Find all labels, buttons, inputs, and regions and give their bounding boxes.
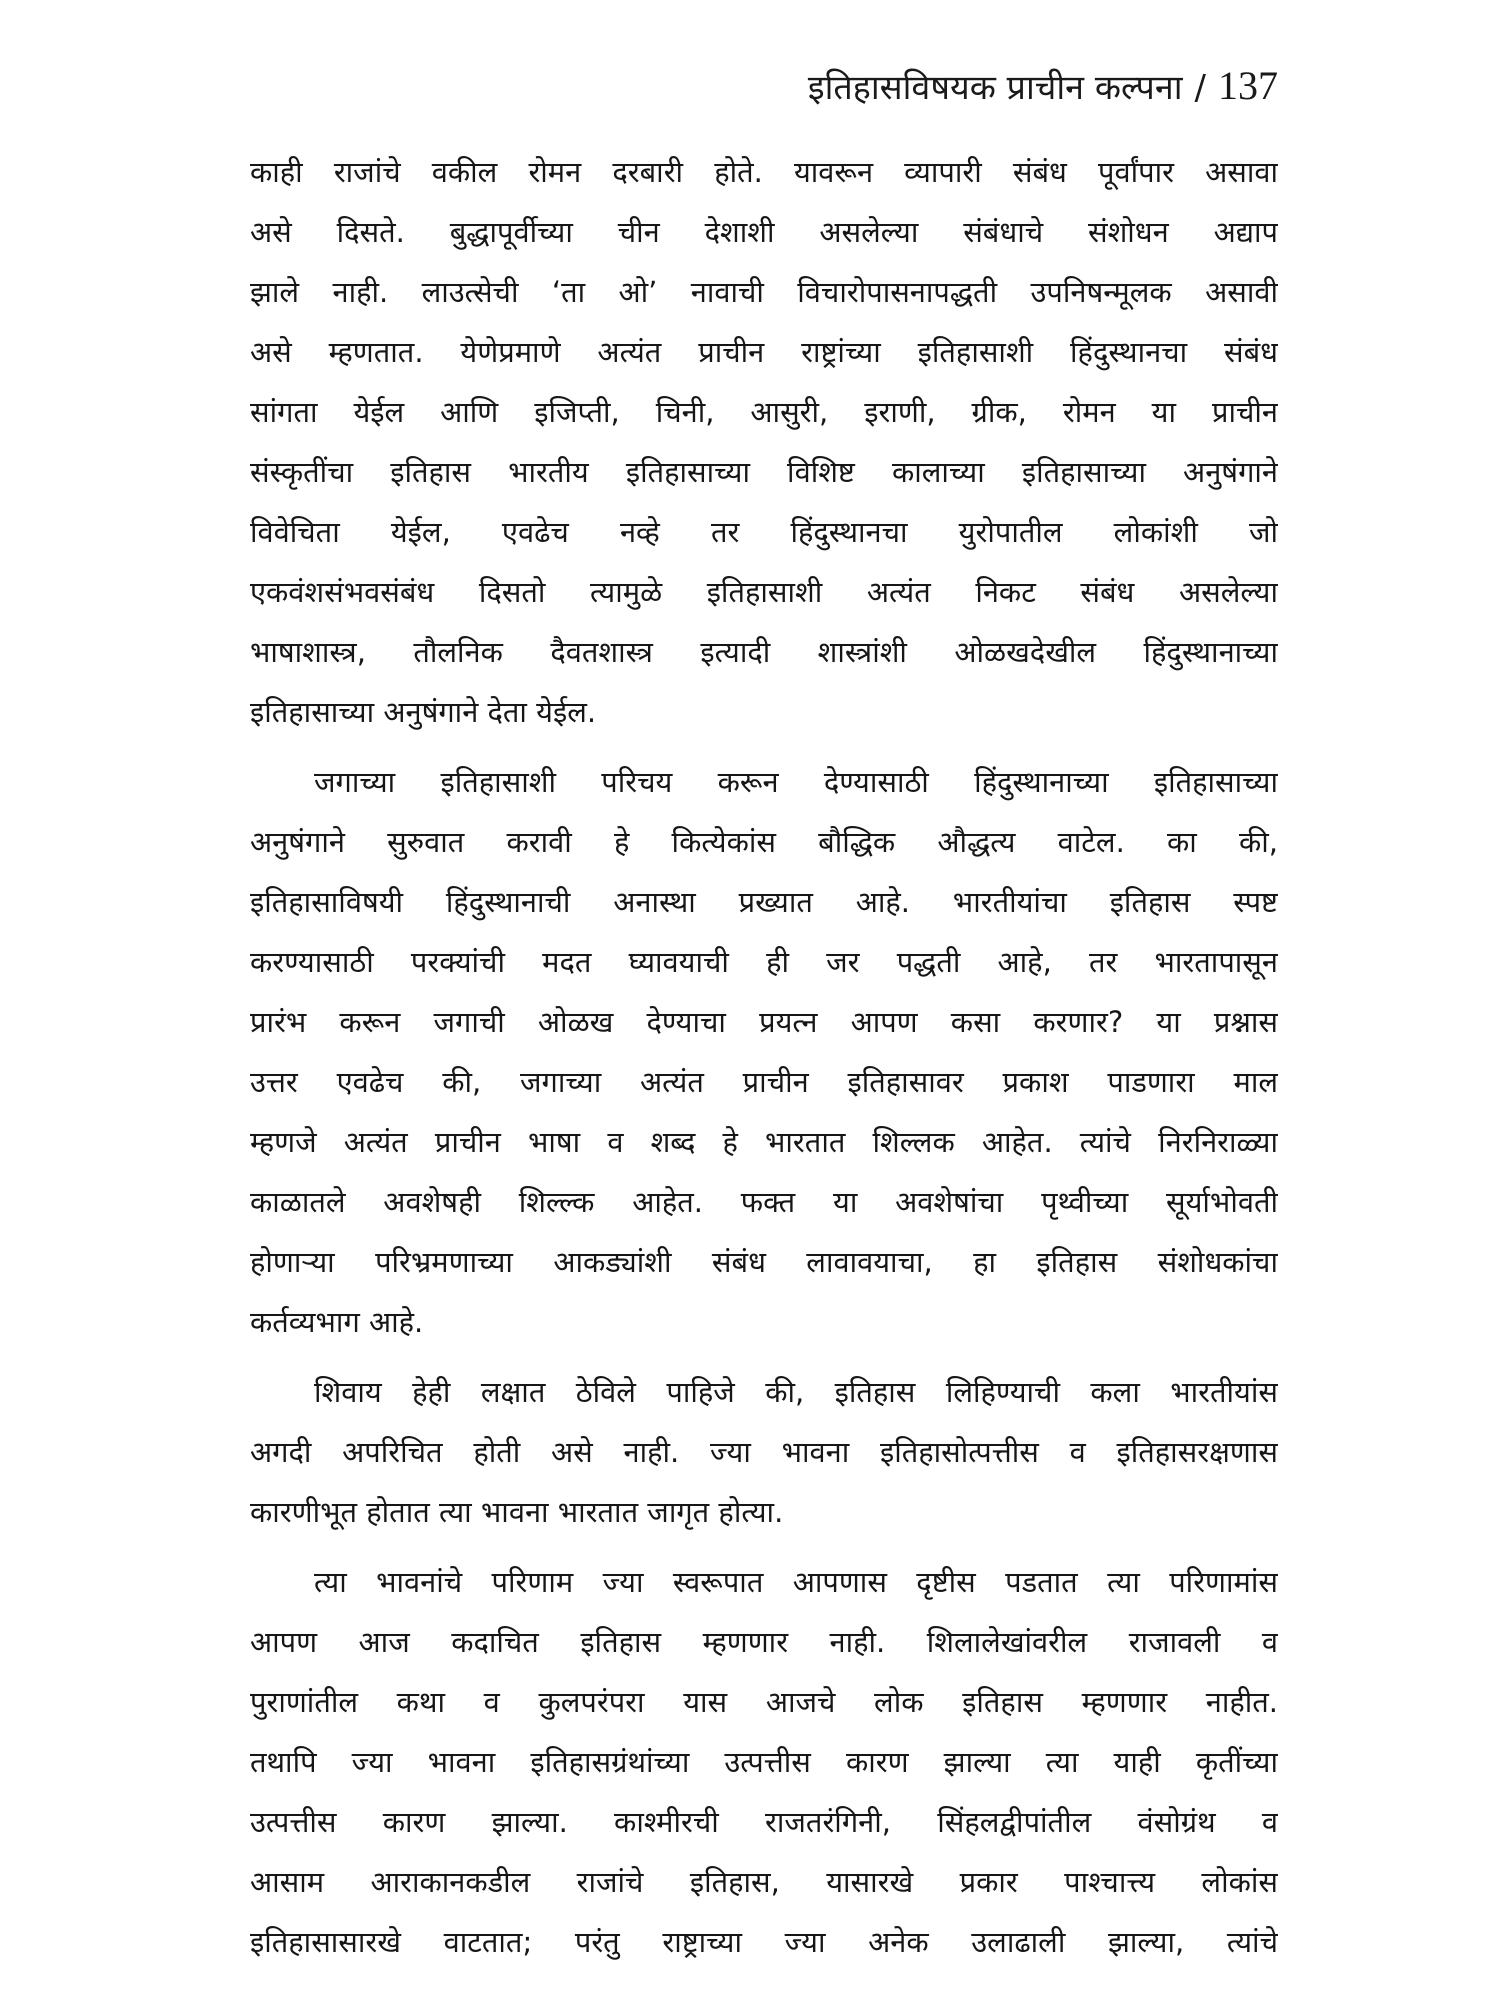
text-line: जगाच्या इतिहासाशी परिचय करून देण्यासाठी हिंदुस्थानाच्या इतिहासाच्या <box>314 765 1278 799</box>
text-line: उत्तर एवढेच की, जगाच्या अत्यंत प्राचीन इतिहासावर प्रकाश पाडणारा माल <box>250 1065 1278 1099</box>
text-line: असे दिसते. बुद्धापूर्वीच्या चीन देशाशी असलेल्या संबंधाचे संशोधन अद्याप <box>250 215 1278 249</box>
text-line: विवेचिता येईल, एवढेच नव्हे तर हिंदुस्थानचा युरोपातील लोकांशी जो <box>250 515 1278 549</box>
text-line: इतिहासासारखे वाटतात; परंतु राष्ट्राच्या ज्या अनेक उलाढाली झाल्या, त्यांचे <box>250 1925 1278 1959</box>
paragraph-2 <box>250 752 1278 1352</box>
text-line: कर्तव्यभाग आहे. <box>250 1305 424 1339</box>
text-line: अनुषंगाने सुरुवात करावी हे कित्येकांस बौद्धिक औद्धत्य वाटेल. का की, <box>250 825 1278 859</box>
text-line: कारणीभूत होतात त्या भावना भारतात जागृत होत्या. <box>250 1495 784 1529</box>
text-line: शिवाय हेही लक्षात ठेविले पाहिजे की, इतिहास लिहिण्याची कला भारतीयांस <box>314 1375 1278 1409</box>
text-line: काही राजांचे वकील रोमन दरबारी होते. यावरून व्यापारी संबंध पूर्वांपार असावा <box>250 155 1278 189</box>
chapter-title: इतिहासविषयक प्राचीन कल्पना <box>807 68 1183 108</box>
text-line: म्हणजे अत्यंत प्राचीन भाषा व शब्द हे भारतात शिल्लक आहेत. त्यांचे निरनिराळ्या <box>250 1125 1278 1159</box>
text-line: झाले नाही. लाउत्सेची ‘ता ओ’ नावाची विचारोपासनापद्धती उपनिषन्मूलक असावी <box>250 275 1278 309</box>
text-line: काळातले अवशेषही शिल्ल्क आहेत. फक्त या अवशेषांचा पृथ्वीच्या सूर्याभोवती <box>250 1185 1278 1219</box>
text-line: सांगता येईल आणि इजिप्ती, चिनी, आसुरी, इराणी, ग्रीक, रोमन या प्राचीन <box>250 395 1278 429</box>
text-line: उत्पत्तीस कारण झाल्या. काश्मीरची राजतरंगिनी, सिंहलद्वीपांतील वंसोग्रंथ व <box>250 1805 1278 1839</box>
paragraph-4 <box>250 1552 1278 1972</box>
text-line: एकवंशसंभवसंबंध दिसतो त्यामुळे इतिहासाशी अत्यंत निकट संबंध असलेल्या <box>250 575 1278 609</box>
text-line: तथापि ज्या भावना इतिहासग्रंथांच्या उत्पत्तीस कारण झाल्या त्या याही कृतींच्या <box>250 1745 1278 1779</box>
text-line: त्या भावनांचे परिणाम ज्या स्वरूपात आपणास दृष्टीस पडतात त्या परिणामांस <box>314 1565 1278 1599</box>
text-line: संस्कृतींचा इतिहास भारतीय इतिहासाच्या विशिष्ट कालाच्या इतिहासाच्या अनुषंगाने <box>250 455 1278 489</box>
text-line: इतिहासाविषयी हिंदुस्थानाची अनास्था प्रख्यात आहे. भारतीयांचा इतिहास स्पष्ट <box>250 885 1278 919</box>
text-line: प्रारंभ करून जगाची ओळख देण्याचा प्रयत्न आपण कसा करणार? या प्रश्नास <box>250 1005 1278 1039</box>
text-line: पुराणांतील कथा व कुलपरंपरा यास आजचे लोक इतिहास म्हणणार नाहीत. <box>250 1685 1278 1719</box>
header-separator: / <box>1194 68 1206 108</box>
text-line: इतिहासाच्या अनुषंगाने देता येईल. <box>250 695 597 729</box>
paragraph-3 <box>250 1362 1278 1542</box>
paragraph-1 <box>250 142 1278 742</box>
text-line: करण्यासाठी परक्यांची मदत घ्यावयाची ही जर पद्धती आहे, तर भारतापासून <box>250 945 1278 979</box>
text-line: भाषाशास्त्र, तौलनिक दैवतशास्त्र इत्यादी शास्त्रांशी ओळखदेखील हिंदुस्थानाच्या <box>250 635 1278 669</box>
text-line: होणाऱ्या परिभ्रमणाच्या आकड्यांशी संबंध लावावयाचा, हा इतिहास संशोधकांचा <box>250 1245 1278 1279</box>
text-line: आसाम आराकानकडील राजांचे इतिहास, यासारखे प्रकार पाश्चात्त्य लोकांस <box>250 1865 1278 1899</box>
running-header <box>808 62 1278 112</box>
text-line: अगदी अपरिचित होती असे नाही. ज्या भावना इतिहासोत्पत्तीस व इतिहासरक्षणास <box>250 1435 1278 1469</box>
page-number: 137 <box>1218 63 1278 108</box>
text-line: आपण आज कदाचित इतिहास म्हणणार नाही. शिलालेखांवरील राजावली व <box>250 1625 1278 1659</box>
body-text <box>250 142 1278 1982</box>
text-line: असे म्हणतात. येणेप्रमाणे अत्यंत प्राचीन राष्ट्रांच्या इतिहासाशी हिंदुस्थानचा संबंध <box>250 335 1278 369</box>
